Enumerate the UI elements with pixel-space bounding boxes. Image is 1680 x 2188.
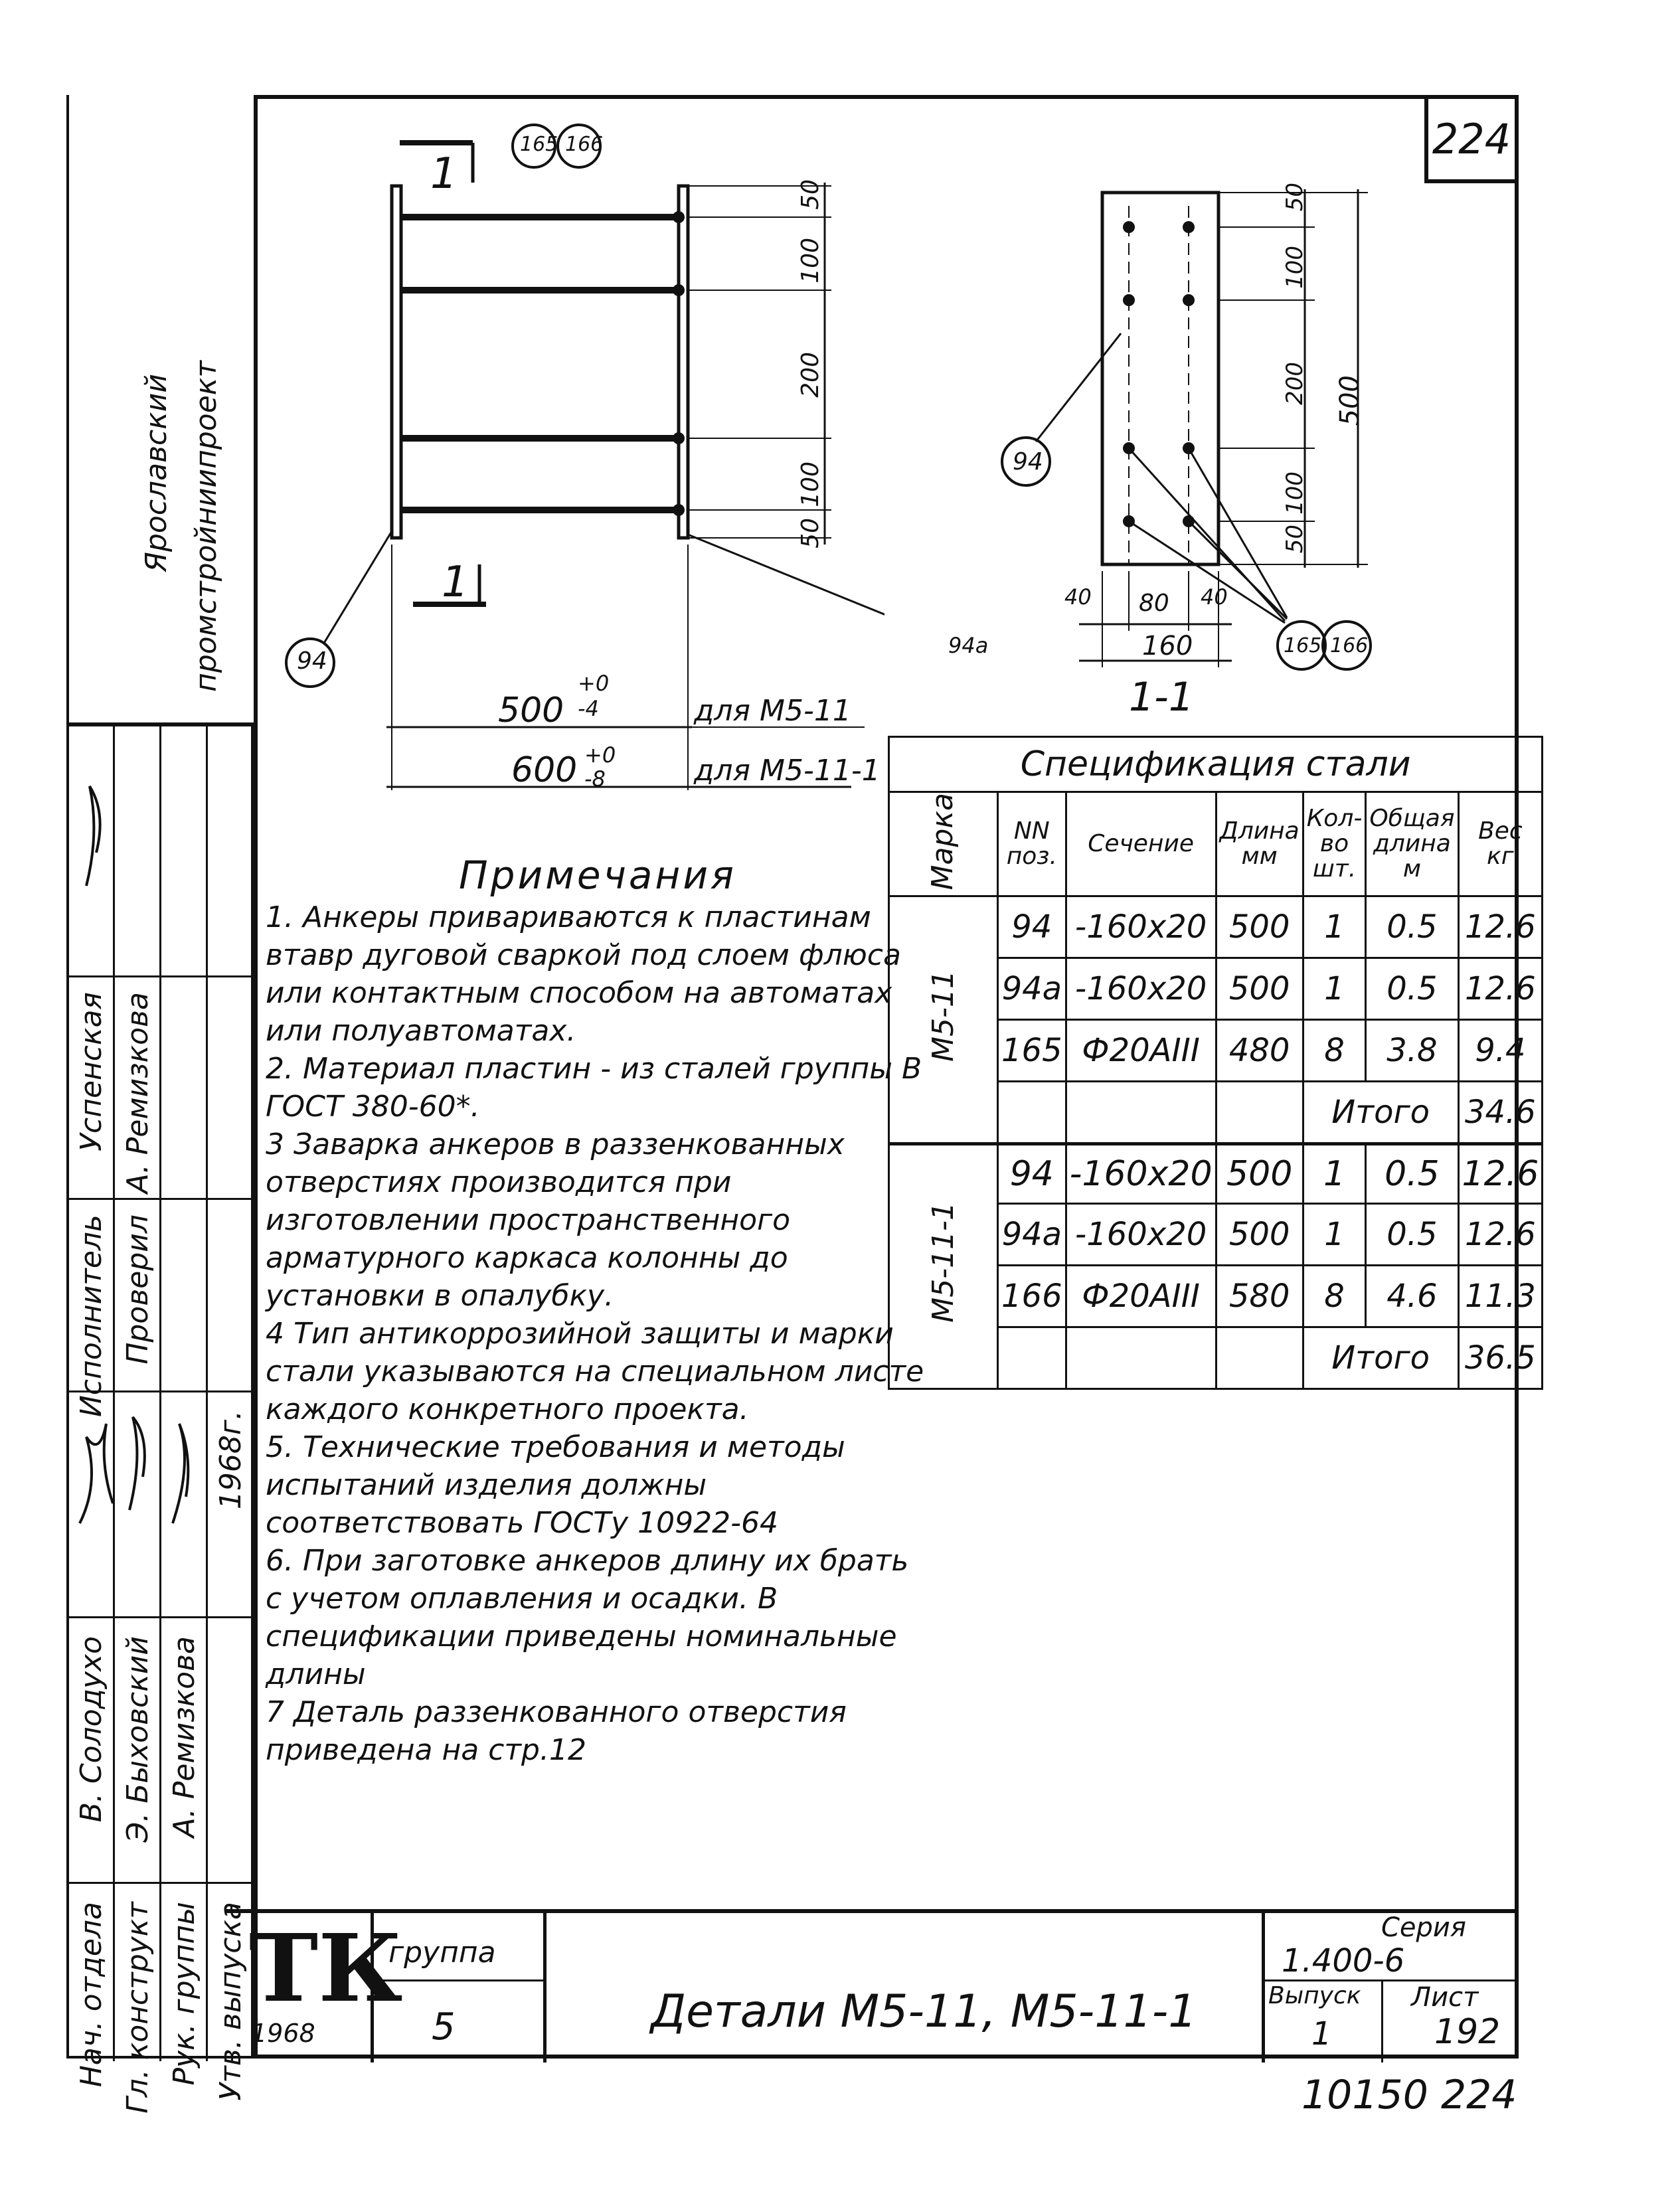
- sec-dim-40-right: 40: [1201, 584, 1228, 610]
- bottom-reference: 10150 224: [1302, 2072, 1517, 2118]
- org-line-1: Ярославский: [139, 374, 173, 572]
- approved-label: Утв. выпуска: [214, 1902, 248, 2101]
- cell-total-length: 0.5: [1366, 1204, 1458, 1266]
- series-label: Серия: [1381, 1912, 1466, 1943]
- note-item: 5. Технические требования и методы испытаний изделия должны соответствовать ГОСТу 10922-64: [266, 1430, 845, 1540]
- tb-series-line: [1265, 1979, 1519, 1981]
- cell-qty: 8: [1303, 1020, 1366, 1082]
- cell-section: -160x20: [1066, 896, 1216, 958]
- cell-qty: 1: [1303, 1204, 1366, 1266]
- note-item: 3 Заварка анкеров в раззенкованных отверстиях производится при изготовлении пространственного арматурного каркаса колонны до установки в опалубку.: [266, 1128, 845, 1313]
- cell-total-weight: 36.5: [1458, 1327, 1543, 1389]
- name-chief: Э. Быховский: [121, 1636, 155, 1843]
- cell-weight: 12.6: [1458, 958, 1543, 1020]
- cell-pos: 94: [998, 1144, 1066, 1204]
- spec-header-mark: Марка: [889, 792, 998, 896]
- cell-section: Ф20АIII: [1066, 1020, 1216, 1082]
- label-for-m5-11: для М5-11: [694, 694, 851, 728]
- tb-divider-2: [543, 1913, 546, 2062]
- callout-94-left: 94: [297, 647, 327, 675]
- dim-v-100-top: 100: [797, 238, 824, 284]
- cell-weight: 11.3: [1458, 1266, 1543, 1327]
- note-item: 6. При заготовке анкеров длину их брать с учетом оплавления и осадки. В спецификации приведены номинальные длины: [266, 1544, 909, 1691]
- cell-length: 580: [1216, 1266, 1303, 1327]
- tb-issue-divider: [1381, 1979, 1383, 2062]
- cell-pos: 165: [998, 1020, 1066, 1082]
- group-label: группа: [388, 1936, 496, 1970]
- section-marker-bottom: 1: [442, 558, 469, 607]
- role-checked: Проверил: [121, 1215, 155, 1365]
- dim-500-tol-top: +0: [578, 671, 610, 696]
- cell-pos: 94a: [998, 1204, 1066, 1266]
- sig-row-4: [66, 1616, 254, 1618]
- spec-mark-group-1: М5-11: [889, 896, 998, 1144]
- cell-length: 500: [1216, 1144, 1303, 1204]
- callout-165: 165: [520, 133, 558, 156]
- series-value: 1.400-6: [1282, 1942, 1405, 1979]
- dim-v-50-bot: 50: [797, 518, 824, 548]
- notes-title: Примечания: [459, 853, 736, 898]
- cell-pos: 94a: [998, 958, 1066, 1020]
- cell-total-label: Итого: [1303, 1327, 1458, 1389]
- notes-block: [266, 853, 930, 1769]
- cell-section: -160x20: [1066, 958, 1216, 1020]
- label-for-m5-11-1: для М5-11-1: [694, 754, 881, 788]
- name-group: А. Ремизкова: [167, 1636, 201, 1838]
- sheet-value: 192: [1434, 2012, 1501, 2052]
- sheet-label: Лист: [1411, 1982, 1479, 2013]
- spec-header-length: Длина мм: [1216, 792, 1303, 896]
- spec-mark-group-2: М5-11-1: [889, 1144, 998, 1389]
- group-value: 5: [432, 2005, 456, 2049]
- cell-qty: 1: [1303, 896, 1366, 958]
- cell-pos: 94: [998, 896, 1066, 958]
- role-chief: Гл. конструкт: [121, 1902, 155, 2114]
- role-head: Нач. отдела: [74, 1902, 108, 2088]
- table-row: [889, 1144, 1543, 1204]
- sec-dim-100-bot: 100: [1282, 471, 1308, 515]
- issue-value: 1: [1311, 2015, 1332, 2053]
- section-marker-top: 1: [430, 149, 458, 199]
- cell-length: 500: [1216, 896, 1303, 958]
- sec-dim-50-top: 50: [1282, 183, 1308, 212]
- sec-callout-94: 94: [1013, 448, 1043, 475]
- tk-logo: ТК: [249, 1914, 403, 2023]
- org-line-2: промстройниипроект: [189, 361, 223, 692]
- sec-dim-100-top: 100: [1282, 246, 1308, 289]
- dim-600-tol-top: +0: [584, 742, 616, 768]
- dim-500: 500: [498, 691, 564, 730]
- name-head: В. Солодухо: [74, 1636, 108, 1823]
- dim-v-200: 200: [797, 352, 824, 398]
- cell-length: 500: [1216, 1204, 1303, 1266]
- cell-weight: 12.6: [1458, 1144, 1543, 1204]
- cell-qty: 1: [1303, 1144, 1366, 1204]
- cell-total-length: 4.6: [1366, 1266, 1458, 1327]
- cell-pos: 166: [998, 1266, 1066, 1327]
- dim-600-tol-bot: -8: [584, 766, 606, 792]
- dim-v-100-bot: 100: [797, 462, 824, 507]
- year-label: 1968г.: [214, 1410, 248, 1510]
- sec-dim-500: 500: [1335, 375, 1365, 426]
- tk-year: 1968: [251, 2019, 315, 2048]
- cell-total-label: Итого: [1303, 1082, 1458, 1144]
- note-item: 2. Материал пластин - из сталей группы В ГОСТ 380-60*.: [266, 1052, 922, 1124]
- cell-total-length: 3.8: [1366, 1020, 1458, 1082]
- cell-weight: 12.6: [1458, 1204, 1543, 1266]
- sec-callout-165: 165: [1284, 634, 1322, 657]
- spec-header-section: Сечение: [1066, 792, 1216, 896]
- sig-row-5: [66, 1882, 254, 1884]
- note-item: 4 Тип антикоррозийной защиты и марки стали указываются на специальном листе каждого конкретного проекта.: [266, 1317, 924, 1426]
- sec-dim-40-left: 40: [1064, 584, 1092, 610]
- note-item: 1. Анкеры привариваются к пластинам втавр дуговой сваркой под слоем флюса или контактным способом на автоматах или полуавтоматах.: [266, 900, 901, 1048]
- cell-total-length: 0.5: [1366, 1144, 1458, 1204]
- role-executor: Исполнитель: [74, 1215, 108, 1418]
- cell-total-weight: 34.6: [1458, 1082, 1543, 1144]
- signature-table: [66, 724, 254, 2114]
- issue-label: Выпуск: [1268, 1982, 1361, 2009]
- callout-166: 166: [565, 133, 604, 156]
- name-checked: А. Ремизкова: [121, 992, 155, 1194]
- cell-length: 500: [1216, 958, 1303, 1020]
- dim-500-tol-bot: -4: [578, 696, 599, 721]
- sec-callout-166: 166: [1330, 634, 1369, 657]
- tb-divider-3: [1262, 1913, 1265, 2062]
- drawing-title: Детали М5-11, М5-11-1: [651, 1985, 1197, 2038]
- spec-header-weight: Вес кг: [1458, 792, 1543, 896]
- note-item: 7 Деталь раззенкованного отверстия приведена на стр.12: [266, 1695, 847, 1767]
- table-row: [889, 896, 1543, 958]
- name-executor: Успенская: [74, 992, 108, 1151]
- spec-header-total-length: Общая длина м: [1366, 792, 1458, 896]
- steel-specification-table: [888, 736, 1543, 1390]
- dim-v-50-top: 50: [797, 179, 824, 210]
- spec-title: Спецификация стали: [889, 737, 1543, 792]
- callout-94a: 94a: [948, 633, 989, 658]
- cell-section: -160x20: [1066, 1144, 1216, 1204]
- section-label: 1-1: [1129, 674, 1194, 720]
- cell-length: 480: [1216, 1020, 1303, 1082]
- cell-qty: 1: [1303, 958, 1366, 1020]
- cell-section: Ф20АIII: [1066, 1266, 1216, 1327]
- cell-qty: 8: [1303, 1266, 1366, 1327]
- sec-dim-200: 200: [1282, 362, 1308, 405]
- spec-header-qty: Кол-во шт.: [1303, 792, 1366, 896]
- cell-total-length: 0.5: [1366, 958, 1458, 1020]
- cell-weight: 9.4: [1458, 1020, 1543, 1082]
- role-group: Рук. группы: [167, 1902, 201, 2086]
- sec-dim-160: 160: [1142, 631, 1193, 661]
- sec-dim-50-bot: 50: [1282, 525, 1308, 554]
- sheet-number-top: 224: [1424, 95, 1519, 183]
- sec-dim-80: 80: [1139, 590, 1169, 617]
- cell-total-length: 0.5: [1366, 896, 1458, 958]
- spec-header-pos: NN поз.: [998, 792, 1066, 896]
- cell-weight: 12.6: [1458, 896, 1543, 958]
- dim-600: 600: [511, 750, 578, 790]
- cell-section: -160x20: [1066, 1204, 1216, 1266]
- signature-scribbles: [66, 726, 254, 1616]
